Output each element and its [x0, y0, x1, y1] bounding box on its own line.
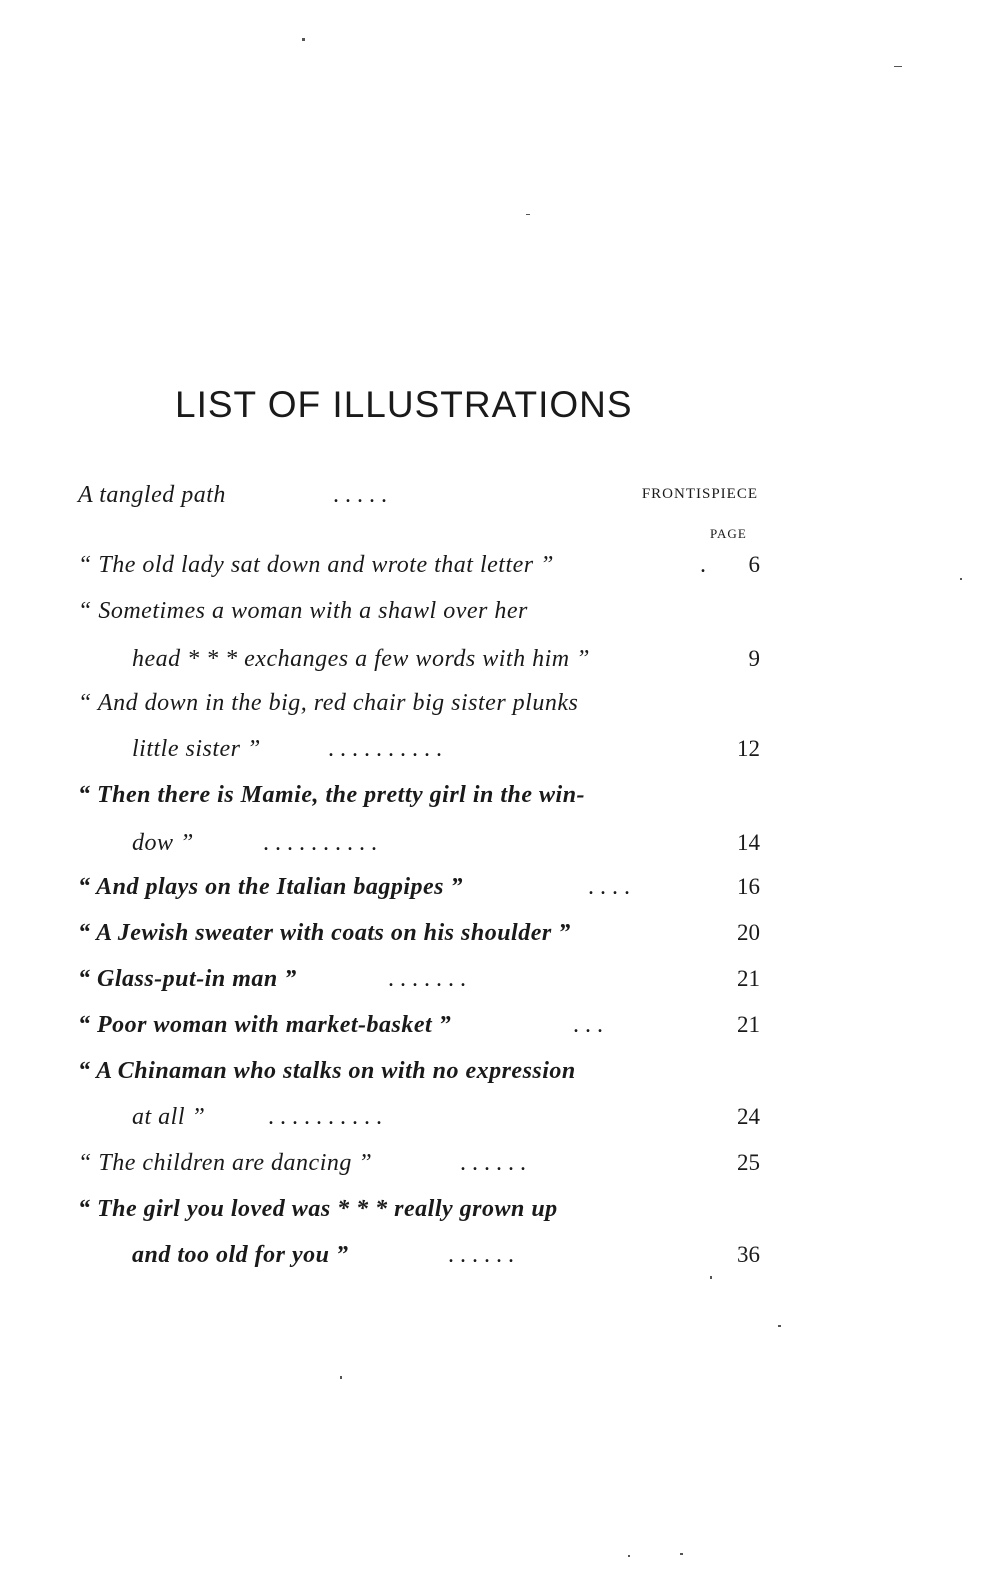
list-item: [78, 1058, 760, 1098]
list-item: [78, 552, 760, 592]
page-number: 21: [737, 1012, 760, 1037]
page-title: LIST OF ILLUSTRATIONS: [175, 384, 633, 425]
page-number: 21: [737, 966, 760, 991]
page-number: 14: [737, 830, 760, 855]
illustration-caption: “ The children are dancing ”: [78, 1150, 373, 1176]
page-reference: FRONTISPIECE: [641, 486, 758, 502]
page-number: 20: [737, 920, 760, 945]
leader-dots: . . . . . . . . . .: [268, 1104, 382, 1130]
scan-speck: [340, 1376, 342, 1379]
list-item-frontispiece: [78, 482, 760, 522]
leader-dots: . . . . . . .: [388, 966, 466, 992]
list-item: [78, 1012, 760, 1052]
list-item: [78, 874, 760, 914]
list-item: [78, 598, 760, 638]
leader-dots: . . .: [573, 1012, 603, 1038]
leader-dots: . . . . . . . . . .: [328, 736, 442, 762]
illustration-caption-cont: at all ”: [132, 1104, 206, 1130]
scan-speck: [960, 578, 962, 580]
illustration-caption-cont: dow ”: [132, 830, 194, 856]
scan-speck: [302, 38, 305, 41]
list-item: [78, 920, 760, 960]
leader-dots: .: [700, 552, 706, 578]
leader-dots: . . . . . .: [448, 1242, 514, 1268]
page-column-label: PAGE: [710, 526, 747, 541]
illustration-caption-cont: and too old for you ”: [132, 1242, 349, 1268]
illustration-caption: “ A Jewish sweater with coats on his shoulder ”: [78, 920, 571, 946]
leader-dots: . . . . .: [333, 482, 387, 508]
illustration-caption: “ And plays on the Italian bagpipes ”: [78, 874, 463, 900]
scan-speck: [628, 1555, 630, 1557]
list-item: [78, 690, 760, 730]
illustration-caption: A tangled path: [78, 482, 226, 508]
page-number: 9: [748, 646, 760, 671]
leader-dots: . . . . . .: [460, 1150, 526, 1176]
illustration-caption: “ Poor woman with market-basket ”: [78, 1012, 452, 1038]
page-number: 6: [748, 552, 760, 577]
illustration-caption: “ The girl you loved was * * * really grown up: [78, 1196, 558, 1222]
list-item-continuation: [78, 830, 760, 870]
leader-dots: . . . .: [588, 874, 630, 900]
page-number: 25: [737, 1150, 760, 1175]
list-item: [78, 1196, 760, 1236]
list-item: [78, 1150, 760, 1190]
page-number: 24: [737, 1104, 760, 1129]
list-item-continuation: [78, 646, 760, 686]
scan-speck: [894, 66, 902, 67]
list-item-continuation: [78, 1104, 760, 1144]
list-item-continuation: [78, 1242, 760, 1282]
illustration-caption: “ The old lady sat down and wrote that letter ”: [78, 552, 554, 578]
leader-dots: . . . . . . . . . .: [263, 830, 377, 856]
list-item: [78, 966, 760, 1006]
illustration-caption: “ Glass-put-in man ”: [78, 966, 297, 992]
illustration-caption: “ Sometimes a woman with a shawl over her: [78, 598, 528, 624]
illustration-caption: “ And down in the big, red chair big sister plunks: [78, 690, 579, 716]
list-item: [78, 782, 760, 822]
illustration-caption-cont: head * * * exchanges a few words with him ”: [132, 646, 590, 672]
scan-speck: [526, 214, 530, 215]
page-number: 12: [737, 736, 760, 761]
page-number: 36: [737, 1242, 760, 1267]
scan-speck: [778, 1325, 781, 1327]
scan-speck: [680, 1553, 683, 1555]
list-item-continuation: [78, 736, 760, 776]
scan-speck: [710, 1276, 712, 1279]
illustration-caption: “ A Chinaman who stalks on with no expression: [78, 1058, 576, 1084]
illustration-caption-cont: little sister ”: [132, 736, 261, 762]
illustration-caption: “ Then there is Mamie, the pretty girl in the win-: [78, 782, 586, 808]
page-number: 16: [737, 874, 760, 899]
